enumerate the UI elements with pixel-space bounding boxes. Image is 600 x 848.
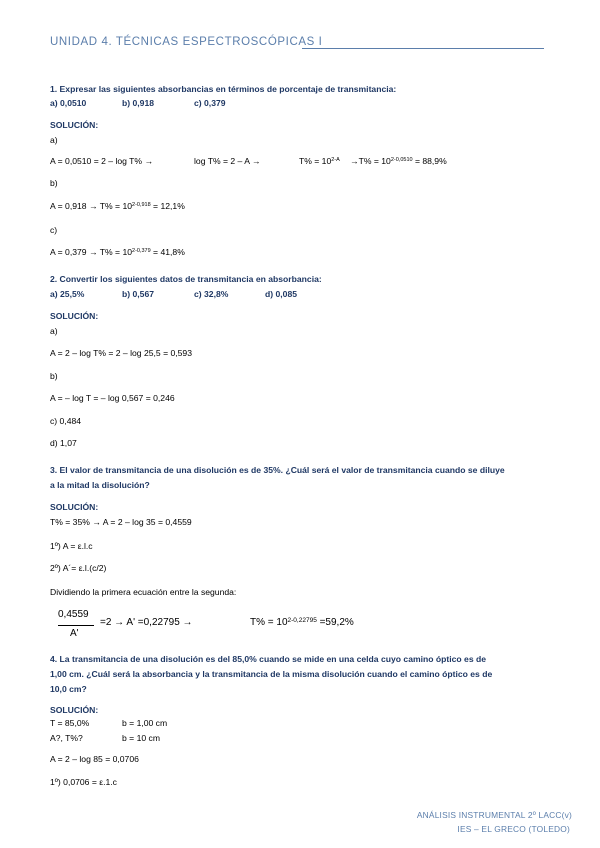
q1-c-eq: $A = 0,379 \to T\% = 10^{2-0,379} = 41,8\%$ bbox=[50, 247, 185, 257]
q4-question-line2: 1,00 cm. ¿Cuál será la absorbancia y la transmitancia de la misma disolución cuando el camino óptico es de bbox=[50, 669, 493, 679]
q1-b-label: b) bbox=[50, 178, 58, 188]
q3-eq4: Dividiendo la primera ecuación entre la segunda: bbox=[50, 587, 237, 597]
fraction-numerator: 0,4559 bbox=[58, 609, 89, 620]
q1-b-eq: $A = 0,918 \to T\% = 10^{2-0,918} = 12,1\%$ bbox=[50, 201, 185, 211]
q2-d-eq: d) 1,07 bbox=[50, 438, 77, 448]
q3-eq1: T% = 35% → A = 2 – log 35 = 0,4559 bbox=[50, 517, 192, 527]
q2-solution-heading: SOLUCIÓN: bbox=[50, 311, 99, 321]
q1-a-eq1: A = 0,0510 = 2 – log T% → bbox=[50, 156, 154, 166]
q2-c-eq: c) 0,484 bbox=[50, 416, 82, 426]
q4-eq1: A = 2 – log 85 = 0,0706 bbox=[50, 754, 139, 764]
q3-eq2: 1º) A = ε.l.c bbox=[50, 541, 93, 551]
footer-course: ANÁLISIS INSTRUMENTAL 2º LACC(v) bbox=[416, 810, 572, 820]
q2-option-b: b) 0,567 bbox=[122, 289, 155, 299]
header-rule bbox=[302, 48, 544, 49]
q1-option-a: a) 0,0510 bbox=[50, 98, 87, 108]
q1-a-eq4: $\to T\% = 10^{2-0,0510} = 88,9\%$ bbox=[350, 156, 447, 166]
q3-solution-heading: SOLUCIÓN: bbox=[50, 502, 99, 512]
q4-eq2: 1º) 0,0706 = ε.1.c bbox=[50, 777, 117, 787]
q1-c-label: c) bbox=[50, 225, 58, 235]
footer-school: IES – EL GRECO (TOLEDO) bbox=[457, 824, 570, 834]
q2-b-eq: A = – log T = – log 0,567 = 0,246 bbox=[50, 393, 175, 403]
q3-fraction-result: =2 → A' =0,22795 → bbox=[100, 617, 193, 628]
q1-a-label: a) bbox=[50, 135, 58, 145]
q4-given-t: T = 85,0% bbox=[50, 718, 90, 728]
q2-a-label: a) bbox=[50, 326, 58, 336]
q4-given-b2: b = 10 cm bbox=[122, 733, 160, 743]
q4-question-line3: 10,0 cm? bbox=[50, 684, 87, 694]
q2-option-a: a) 25,5% bbox=[50, 289, 85, 299]
page-header: UNIDAD 4. TÉCNICAS ESPECTROSCÓPICAS I bbox=[50, 36, 323, 48]
q1-question: 1. Expresar las siguientes absorbancias en términos de porcentaje de transmitancia: bbox=[50, 84, 397, 94]
q1-option-b: b) 0,918 bbox=[122, 98, 155, 108]
q2-b-label: b) bbox=[50, 371, 58, 381]
q3-question-line2: a la mitad la disolución? bbox=[50, 480, 150, 490]
q4-unknowns: A?, T%? bbox=[50, 733, 83, 743]
q3-eq3: 2º) A´= ε.l.(c/2) bbox=[50, 563, 107, 573]
q1-option-c: c) 0,379 bbox=[194, 98, 226, 108]
q3-transmittance-result: $T\% = 10^{2-0,22795} =59,2\%$ bbox=[250, 617, 354, 628]
fraction-denominator: A' bbox=[70, 628, 79, 639]
q2-option-d: d) 0,085 bbox=[265, 289, 298, 299]
q1-solution-heading: SOLUCIÓN: bbox=[50, 120, 99, 130]
q4-given-b1: b = 1,00 cm bbox=[122, 718, 168, 728]
q2-question: 2. Convertir los siguientes datos de transmitancia en absorbancia: bbox=[50, 274, 322, 284]
q1-a-eq3: $T\% = 10^{2-A}$ bbox=[299, 156, 340, 166]
q4-question-line1: 4. La transmitancia de una disolución es del 85,0% cuando se mide en una celda cuyo camino óptico es de bbox=[50, 654, 487, 664]
q2-option-c: c) 32,8% bbox=[194, 289, 229, 299]
q3-question-line1: 3. El valor de transmitancia de una disolución es de 35%. ¿Cuál será el valor de transmitancia cuando se diluye bbox=[50, 465, 505, 475]
fraction-bar bbox=[58, 625, 94, 626]
q4-solution-heading: SOLUCIÓN: bbox=[50, 705, 99, 715]
q2-a-eq: A = 2 – log T% = 2 – log 25,5 = 0,593 bbox=[50, 348, 192, 358]
q1-a-eq2: log T% = 2 – A → bbox=[194, 156, 261, 166]
